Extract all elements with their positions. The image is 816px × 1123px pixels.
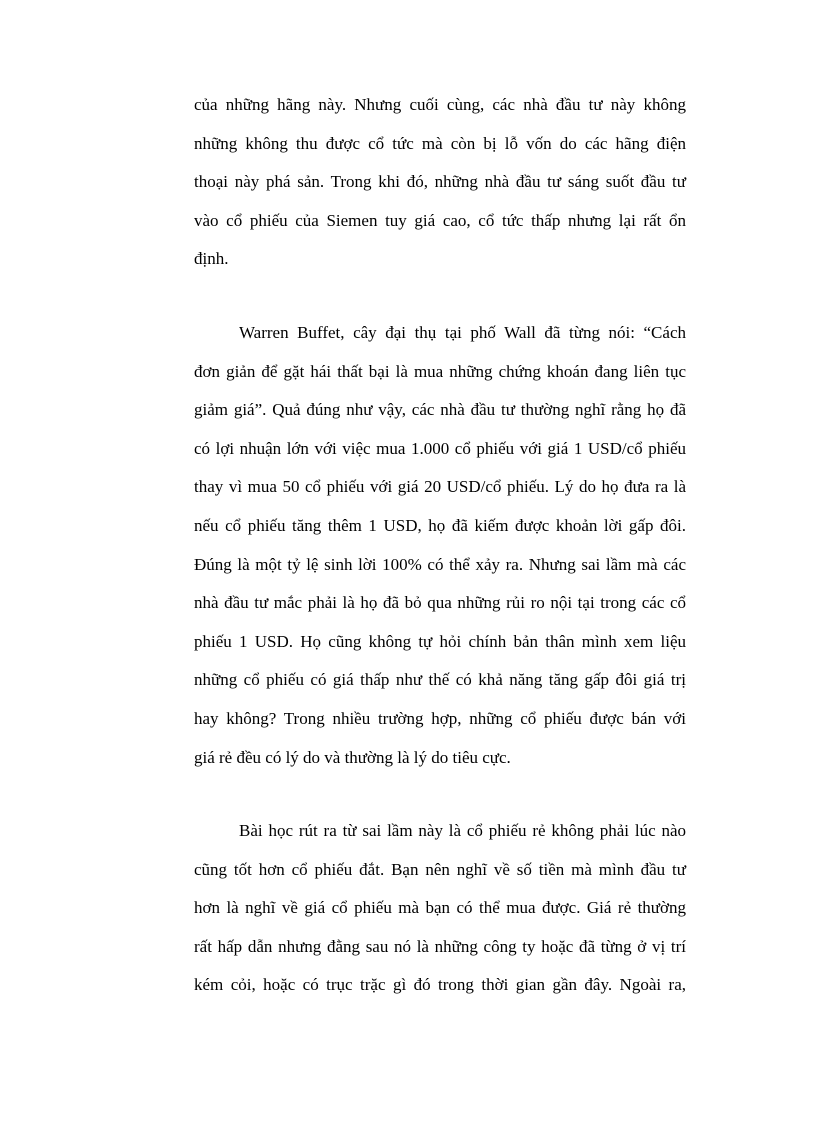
text-line: vào cổ phiếu của Siemen tuy giá cao, cổ tức thấp nhưng lại rất ổn: [194, 210, 686, 230]
text-line: nhà đầu tư mắc phải là họ đã bỏ qua những rủi ro nội tại trong các cổ: [194, 593, 686, 613]
text-line: đơn giản để gặt hái thất bại là mua những chứng khoán đang liên tục: [194, 361, 686, 381]
text-line: có lợi nhuận lớn với việc mua 1.000 cổ phiếu với giá 1 USD/cổ phiếu: [194, 438, 686, 458]
text-line: thoại này phá sản. Trong khi đó, những nhà đầu tư sáng suốt đầu tư: [194, 172, 686, 192]
text-line: Bài học rút ra từ sai lầm này là cổ phiếu rẻ không phải lúc nào: [239, 821, 686, 841]
text-line: những không thu được cổ tức mà còn bị lỗ vốn do các hãng điện: [194, 133, 686, 153]
text-line: Đúng là một tỷ lệ sinh lời 100% có thể xảy ra. Nhưng sai lầm mà các: [194, 554, 686, 574]
text-line: nếu cổ phiếu tăng thêm 1 USD, họ đã kiếm được khoản lời gấp đôi.: [194, 515, 686, 535]
text-line: giảm giá”. Quả đúng như vậy, các nhà đầu tư thường nghĩ rằng họ đã: [194, 400, 686, 420]
text-line: của những hãng này. Nhưng cuối cùng, các nhà đầu tư này không: [194, 95, 686, 114]
text-line: cũng tốt hơn cổ phiếu đắt. Bạn nên nghĩ về số tiền mà mình đầu tư: [194, 859, 686, 879]
paragraph-3: [194, 812, 686, 1005]
text-line: Warren Buffet, cây đại thụ tại phố Wall đã từng nói: “Cách: [239, 322, 686, 342]
text-line: hay không? Trong nhiều trường hợp, những cổ phiếu được bán với: [194, 708, 686, 728]
text-line: định.: [194, 249, 229, 269]
text-line: phiếu 1 USD. Họ cũng không tự hỏi chính bản thân mình xem liệu: [194, 631, 686, 651]
text-line: những cổ phiếu có giá thấp như thế có khả năng tăng gấp đôi giá trị: [194, 670, 686, 690]
text-line: hơn là nghĩ về giá cổ phiếu mà bạn có thể mua được. Giá rẻ thường: [194, 898, 686, 918]
paragraph-1: [194, 86, 686, 279]
text-line: giá rẻ đều có lý do và thường là lý do tiêu cực.: [194, 747, 511, 767]
paragraph-2: [194, 314, 686, 777]
text-line: rất hấp dẫn nhưng đằng sau nó là những công ty hoặc đã từng ở vị trí: [194, 936, 686, 956]
document-page: [194, 86, 686, 1005]
text-line: kém cỏi, hoặc có trục trặc gì đó trong thời gian gần đây. Ngoài ra,: [194, 975, 686, 995]
text-line: thay vì mua 50 cổ phiếu với giá 20 USD/cổ phiếu. Lý do họ đưa ra là: [194, 477, 686, 497]
